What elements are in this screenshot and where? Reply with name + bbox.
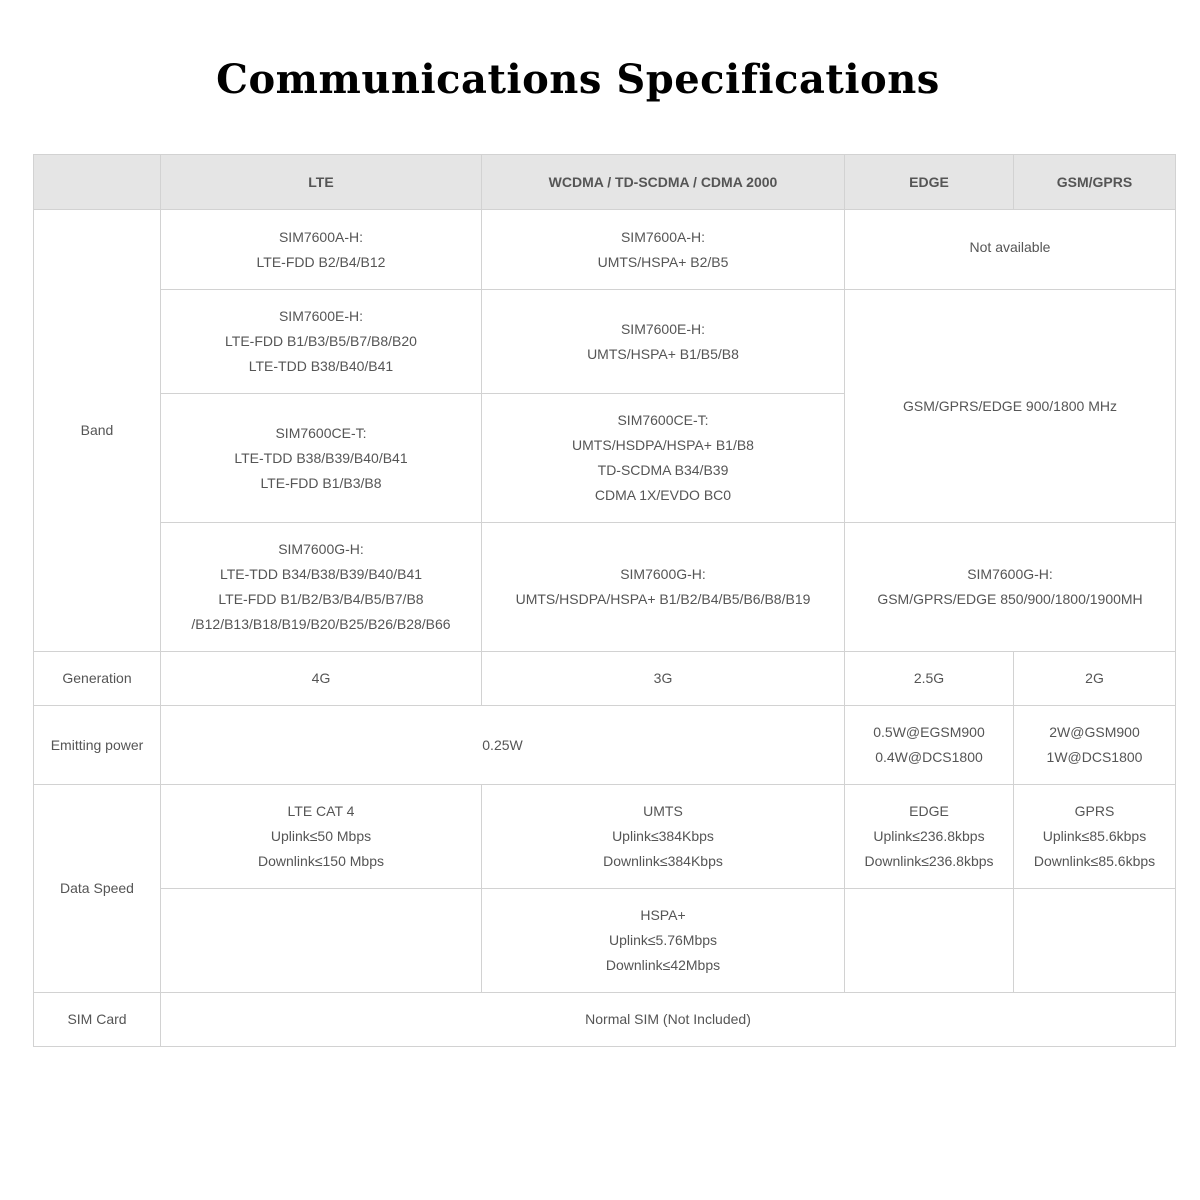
row-label-emitting-power: Emitting power: [34, 706, 161, 785]
cell-line: LTE-FDD B1/B3/B8: [260, 474, 382, 491]
cell-line: CDMA 1X/EVDO BC0: [594, 487, 732, 503]
cell-line: UMTS/HSPA+ B2/B5: [597, 253, 729, 270]
row-label-sim-card: SIM Card: [34, 993, 161, 1047]
cell-line: SIM7600E-H:: [620, 320, 706, 337]
sim-card-value: Normal SIM (Not Included): [161, 993, 1176, 1047]
header-wcdma: WCDMA / TD-SCDMA / CDMA 2000: [482, 155, 845, 210]
cell-line: SIM7600CE-T:: [617, 412, 709, 428]
cell-line: HSPA+: [640, 907, 686, 923]
cell-line: Downlink≤150 Mbps: [258, 853, 384, 869]
specifications-table: [33, 154, 1176, 1047]
table-header-row: [34, 155, 1176, 210]
table-row: [34, 706, 1176, 785]
cell-line: Uplink≤50 Mbps: [270, 828, 372, 844]
cell-line: LTE-FDD B1/B2/B3/B4/B5/B7/B8: [218, 591, 424, 607]
emitting-power-lte-wcdma: 0.25W: [161, 706, 845, 785]
table-row: [34, 210, 1176, 290]
cell-line: LTE-FDD B2/B4/B12: [256, 253, 386, 270]
band-cell-wcdma: [482, 290, 845, 394]
header-edge: EDGE: [845, 155, 1014, 210]
cell-line: 2W@GSM900: [1049, 724, 1140, 740]
cell-line: UMTS/HSPA+ B1/B5/B8: [587, 345, 739, 362]
cell-line: Uplink≤236.8kbps: [873, 828, 985, 844]
cell-line: 1W@DCS1800: [1046, 749, 1143, 765]
cell-line: /B12/B13/B18/B19/B20/B25/B26/B28/B66: [191, 616, 451, 632]
cell-line: Downlink≤85.6kbps: [1033, 853, 1156, 869]
data-speed-gprs-empty: [1014, 889, 1176, 993]
cell-line: Downlink≤42Mbps: [605, 957, 721, 973]
cell-line: Not available: [969, 239, 1051, 255]
band-cell-wcdma: [482, 394, 845, 523]
cell-line: LTE-FDD B1/B3/B5/B7/B8/B20: [225, 333, 417, 349]
row-label-band: Band: [34, 210, 161, 652]
table-row: [34, 993, 1176, 1047]
cell-line: GSM/GPRS/EDGE 900/1800 MHz: [903, 397, 1117, 414]
cell-line: GSM/GPRS/EDGE 850/900/1800/1900MH: [877, 591, 1143, 607]
data-speed-lte: [161, 785, 482, 889]
cell-line: Downlink≤236.8kbps: [864, 853, 994, 869]
data-speed-umts: [482, 785, 845, 889]
band-cell-lte: [161, 394, 482, 523]
band-cell-lte: [161, 290, 482, 394]
emitting-power-gsm: [1014, 706, 1176, 785]
cell-line: SIM7600E-H:: [278, 308, 364, 324]
band-cell-wcdma: [482, 210, 845, 290]
band-cell-lte: [161, 210, 482, 290]
band-cell-lte: [161, 523, 482, 652]
generation-gsm: 2G: [1014, 652, 1176, 706]
header-gsm-gprs: GSM/GPRS: [1014, 155, 1176, 210]
data-speed-hspa: [482, 889, 845, 993]
cell-line: 0.5W@EGSM900: [873, 724, 985, 740]
cell-line: Uplink≤384Kbps: [612, 828, 714, 844]
cell-line: SIM7600G-H:: [620, 566, 706, 582]
cell-line: TD-SCDMA B34/B39: [597, 462, 729, 478]
cell-line: SIM7600G-H:: [278, 541, 364, 557]
cell-line: LTE CAT 4: [287, 803, 355, 819]
generation-wcdma: 3G: [482, 652, 845, 706]
cell-line: Downlink≤384Kbps: [603, 853, 723, 869]
cell-line: SIM7600CE-T:: [275, 424, 367, 441]
data-speed-edge: [845, 785, 1014, 889]
data-speed-gprs: [1014, 785, 1176, 889]
band-cell-edge-gsm: [845, 290, 1176, 523]
band-cell-wcdma: [482, 523, 845, 652]
band-cell-edge-gsm: [845, 210, 1176, 290]
table-row: [34, 290, 1176, 394]
cell-line: 0.4W@DCS1800: [875, 749, 983, 765]
row-label-generation: Generation: [34, 652, 161, 706]
emitting-power-edge: [845, 706, 1014, 785]
data-speed-edge-empty: [845, 889, 1014, 993]
table-row: [34, 652, 1176, 706]
data-speed-lte-empty: [161, 889, 482, 993]
cell-line: SIM7600A-H:: [620, 228, 706, 245]
cell-line: UMTS/HSDPA/HSPA+ B1/B2/B4/B5/B6/B8/B19: [515, 591, 811, 607]
cell-line: UMTS: [643, 803, 683, 819]
header-empty: [34, 155, 161, 210]
cell-line: SIM7600A-H:: [278, 228, 364, 245]
table-row: [34, 889, 1176, 993]
cell-line: LTE-TDD B34/B38/B39/B40/B41: [219, 566, 423, 582]
table-row: [34, 785, 1176, 889]
cell-line: EDGE: [909, 803, 949, 819]
page-title: Communications Specifications: [216, 56, 940, 103]
header-lte: LTE: [161, 155, 482, 210]
generation-lte: 4G: [161, 652, 482, 706]
cell-line: LTE-TDD B38/B39/B40/B41: [234, 449, 408, 466]
cell-line: SIM7600G-H:: [967, 566, 1053, 582]
cell-line: Uplink≤5.76Mbps: [608, 932, 718, 948]
cell-line: LTE-TDD B38/B40/B41: [248, 358, 394, 374]
row-label-data-speed: Data Speed: [34, 785, 161, 993]
table-row: [34, 523, 1176, 652]
cell-line: GPRS: [1074, 803, 1115, 819]
generation-edge: 2.5G: [845, 652, 1014, 706]
band-cell-edge-gsm: [845, 523, 1176, 652]
cell-line: Uplink≤85.6kbps: [1042, 828, 1147, 844]
cell-line: UMTS/HSDPA/HSPA+ B1/B8: [572, 437, 754, 453]
